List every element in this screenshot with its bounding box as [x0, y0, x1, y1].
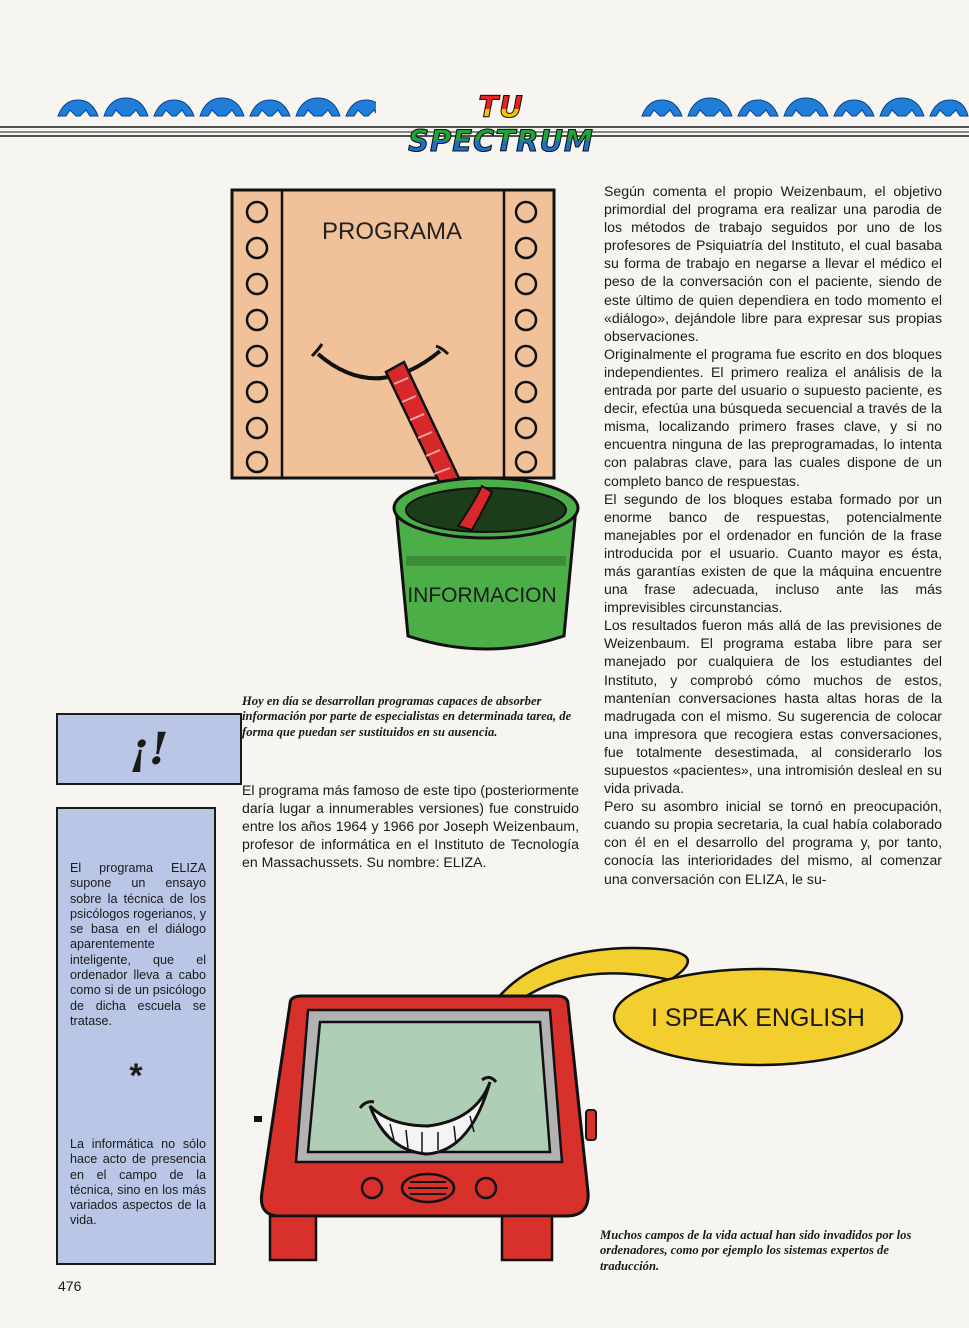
film-label: PROGRAMA [321, 218, 463, 245]
asterisk-icon: * [129, 1057, 143, 1095]
middle-paragraph: El programa más famoso de este tipo (posteriormente daría lugar a innumerables versiones) fue construido entre los años 1964 y 1966 por Joseph Weizenbaum, profesor de informática en el Instituto de Tecnología en Massachussets. Su nombre: ELIZA. [242, 782, 579, 871]
program-information-illustration [226, 186, 586, 666]
sidebar-paragraph-1: El programa ELIZA supone un ensayo sobre la técnica de los psicólogos rogerianos, y se basa en el diálogo aparentemente inteligente, que el ordenador lleva a cabo como si de un psicólogo de dicha escuela se tratase. [70, 861, 206, 1028]
right-paragraph-3: El segundo de los bloques estaba formado por un enorme banco de respuestas, potencialmente manejables por el ordenador en función de la frase introducida por el usuario. Cuanto mayor es ésta, más garantías existen de que la máquina encuentre una frase adecuada, incluso ante las más imprevisibles circunstancias. [604, 490, 942, 616]
invader-decoration-left [56, 80, 376, 124]
right-paragraph-4: Los resultados fueron más allá de las previsiones de Weizenbaum. El programa estaba libre para ser manejado por cualquiera de los estudiantes del Instituto, y comprobó cómo muchos de estos, mantenían conversaciones hasta altas horas de la madrugada con el mismo. Su sugerencia de colocar una impresora que recogiera estas conversaciones, fue totalmente desestimada, al considerarlo los supuestos «pacientes», una intromisión desleal en su vida privada. [604, 617, 942, 797]
invader-decoration-right [640, 80, 969, 124]
sidebar-heading: ¡! [56, 713, 242, 785]
caption-bottom: Muchos campos de la vida actual han sido invadidos por los ordenadores, como por ejemplo los sistemas expertos de traducción. [600, 1228, 912, 1273]
speech-bubble-text: I SPEAK ENGLISH [651, 1004, 865, 1032]
sidebar-box [56, 807, 216, 1265]
section-title: TU SPECTRUM [388, 90, 614, 158]
right-paragraph-1: Según comenta el propio Weizenbaum, el objetivo primordial del programa era realizar una parodia de los métodos de trabajo seguidos por uno de los profesores de Psiquiatría del Instituto, el cual basaba su forma de trabajo en negarse a llevar el médico el peso de la conversación con el paciente, siendo de este último de quien dependiera en todo momento el «diálogo», dejándole libre para expresar sus propias observaciones. [604, 183, 942, 344]
caption-top: Hoy en día se desarrollan programas capaces de absorber información por parte de especialistas en determinada tarea, de forma que puedan ser sustituidos en su ausencia. [242, 694, 572, 739]
eliza-tv-illustration [250, 940, 910, 1270]
page-number: 476 [58, 1278, 82, 1294]
sidebar-paragraph-2: La informática no sólo hace acto de presencia en el campo de la técnica, sino en los más variados aspectos de la vida. [70, 1137, 206, 1228]
right-column [604, 182, 942, 888]
right-paragraph-5: Pero su asombro inicial se tornó en preocupación, cuando su propia secretaria, la cual había colaborado con él en el desarrollo del programa y, por tanto, conocía las interioridades del mismo, al comenzar una conversación con ELIZA, le su- [604, 798, 942, 887]
bucket-label: INFORMACION [407, 584, 557, 607]
right-paragraph-2: Originalmente el programa fue escrito en dos bloques independientes. El primero realiza el análisis de la entrada por parte del usuario o supuesto paciente, es decir, efectúa una búsqueda secuencial a través de la misma, localizando primero frases clave, y si no encuentra ninguna de las preprogramadas, lo intenta con palabras clave, para las cuales dispone de un completo banco de respuestas. [604, 345, 942, 489]
